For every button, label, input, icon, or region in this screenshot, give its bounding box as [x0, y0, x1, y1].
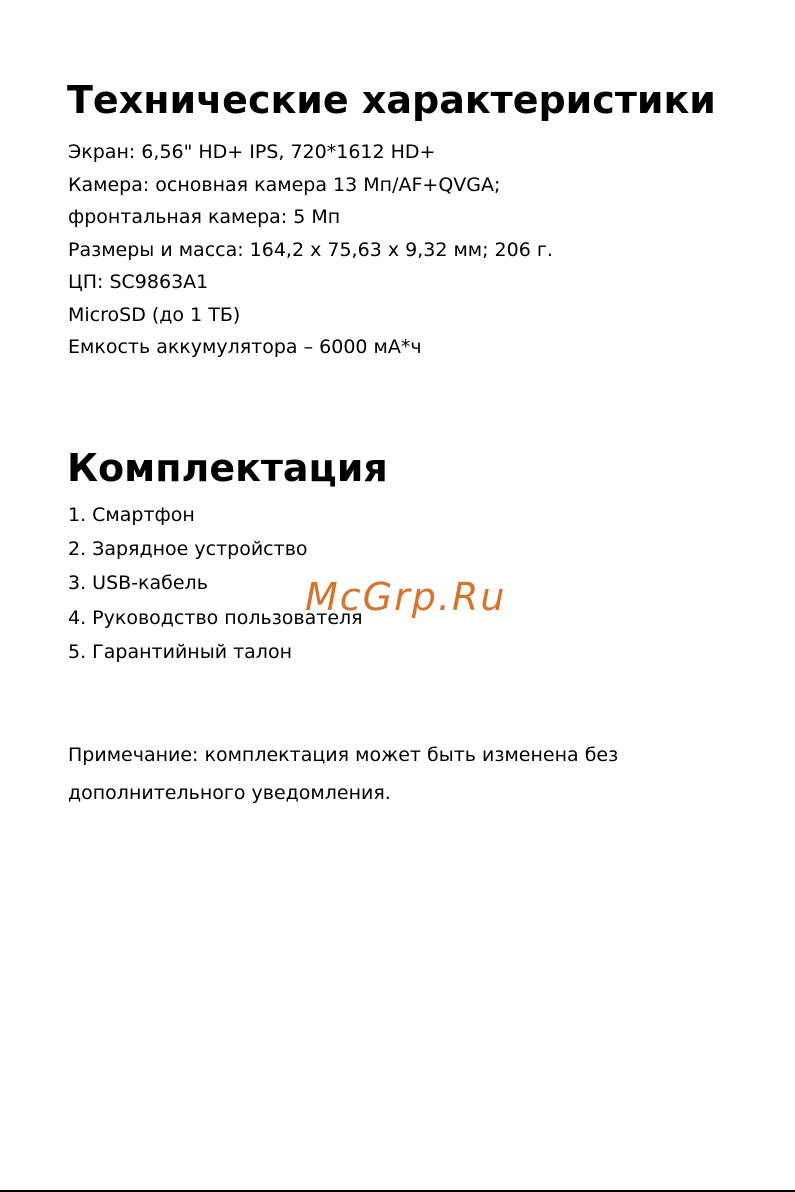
- spec-line-camera-front: фронтальная камера: 5 Мп: [68, 206, 341, 228]
- kit-item-user-manual: 4. Руководство пользователя: [68, 606, 363, 629]
- kit-heading: Комплектация: [67, 446, 388, 490]
- kit-item-warranty-card: 5. Гарантийный талон: [68, 640, 293, 663]
- note-line: Примечание: комплектация может быть изменена без: [68, 744, 619, 766]
- spec-line-microsd: MicroSD (до 1 ТБ): [68, 303, 241, 326]
- spec-line-dimensions: Размеры и масса: 164,2 x 75,63 x 9,32 мм; 206 г.: [68, 238, 553, 261]
- specs-heading: Технические характеристики: [67, 78, 716, 122]
- kit-item-usb-cable: 3. USB-кабель: [68, 572, 208, 595]
- spec-line-screen: Экран: 6,56" HD+ IPS, 720*1612 HD+: [68, 141, 436, 163]
- specs-list: [68, 136, 553, 364]
- note-line: дополнительного уведомления.: [68, 782, 391, 804]
- spec-line-cpu: ЦП: SC9863A1: [68, 271, 209, 293]
- spec-line-camera-main: Камера: основная камера 13 Мп/AF+QVGA;: [68, 173, 501, 196]
- note-paragraph: [68, 736, 618, 812]
- kit-item-smartphone: 1. Смартфон: [68, 504, 195, 526]
- kit-item-charger: 2. Зарядное устройство: [68, 538, 308, 561]
- spec-line-battery: Емкость аккумулятора – 6000 мА*ч: [68, 336, 422, 358]
- watermark-text: McGrp.Ru: [305, 575, 507, 619]
